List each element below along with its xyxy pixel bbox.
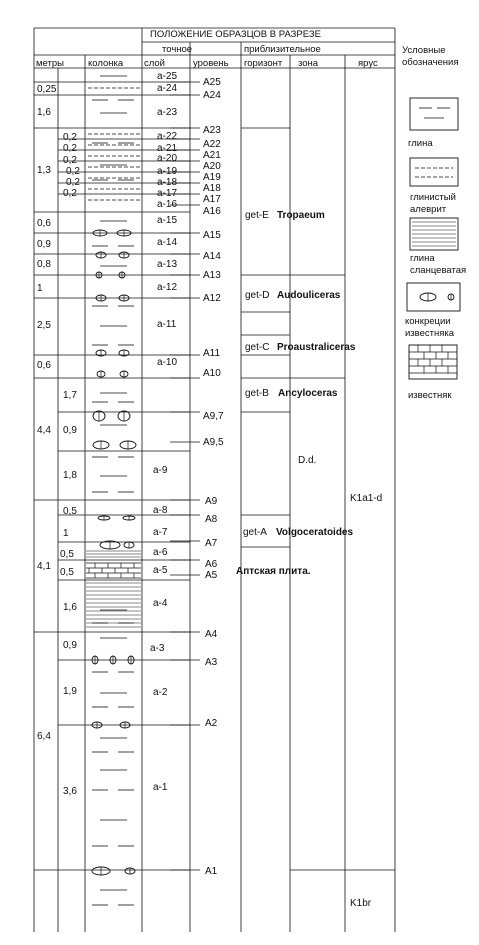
level-label: A6 xyxy=(205,559,218,570)
header-approx: приблизительное xyxy=(244,44,321,55)
thickness-inner: 1,8 xyxy=(63,470,77,481)
thickness-inner: 0,2 xyxy=(66,177,80,188)
horizon-code: get-D xyxy=(245,290,270,301)
level-label: A17 xyxy=(203,194,221,205)
layer-label: a-24 xyxy=(157,83,178,94)
thickness-inner: 0,2 xyxy=(63,143,77,154)
layer-label: a-1 xyxy=(153,782,168,793)
layer-label: a-21 xyxy=(157,143,178,154)
thickness-inner: 0,9 xyxy=(63,425,77,436)
thickness-outer: 4,4 xyxy=(37,425,51,436)
legend-title: Условные обозначения xyxy=(402,45,459,68)
thickness-outer: 2,5 xyxy=(37,320,51,331)
legend-swatch-limestone xyxy=(409,345,457,379)
horizon-code: get-E xyxy=(245,210,269,221)
layer-label: a-3 xyxy=(150,643,165,654)
level-label: A12 xyxy=(203,293,221,304)
stage-label: K1br xyxy=(350,898,372,909)
horizon-name: Ancyloceras xyxy=(278,388,338,399)
horizon-code: get-A xyxy=(243,527,267,538)
level-label: A21 xyxy=(203,150,221,161)
layer-label: a-16 xyxy=(157,199,178,210)
legend-label-silty-clay: глинистый алеврит xyxy=(410,192,456,215)
layer-label: a-10 xyxy=(157,357,178,368)
legend-swatch-clay xyxy=(410,98,458,130)
section-title: ПОЛОЖЕНИЕ ОБРАЗЦОВ В РАЗРЕЗЕ xyxy=(150,29,321,40)
thickness-inner: 1,7 xyxy=(63,390,77,401)
thickness-outer: 4,1 xyxy=(37,561,51,572)
thickness-inner: 1,6 xyxy=(63,602,77,613)
horizon-code: get-C xyxy=(245,342,270,353)
thickness-inner: 0,2 xyxy=(63,155,77,166)
thickness-inner: 1 xyxy=(63,528,69,539)
thickness-inner: 0,2 xyxy=(63,188,77,199)
thickness-outer: 0,8 xyxy=(37,259,51,270)
horizon-name: Audouliceras xyxy=(277,290,341,301)
layer-label: a-7 xyxy=(153,527,168,538)
level-label: A10 xyxy=(203,368,221,379)
level-label: A9,5 xyxy=(203,437,224,448)
col-header-layer: слой xyxy=(144,58,165,69)
level-label: A11 xyxy=(203,348,221,359)
layer-label: a-5 xyxy=(153,565,168,576)
layer-label: a-19 xyxy=(157,166,178,177)
layer-label: a-11 xyxy=(157,319,177,330)
thickness-inner: 0,2 xyxy=(66,166,80,177)
col-header-horizon: горизонт xyxy=(244,58,283,69)
thickness-outer: 0,6 xyxy=(37,360,51,371)
thickness-inner: 3,6 xyxy=(63,786,77,797)
level-label: A9,7 xyxy=(203,411,224,422)
horizon-code: get-B xyxy=(245,388,269,399)
layer-label: a-17 xyxy=(157,188,178,199)
legend-swatch-concretions xyxy=(407,283,460,311)
col-header-zone: зона xyxy=(298,58,319,69)
thickness-inner: 1,9 xyxy=(63,686,77,697)
col-header-meters: метры xyxy=(36,58,64,69)
thickness-outer: 0,25 xyxy=(37,84,57,95)
layer-label: a-23 xyxy=(157,107,178,118)
level-label: A20 xyxy=(203,161,221,172)
level-label: A7 xyxy=(205,538,218,549)
level-label: A4 xyxy=(205,629,218,640)
thickness-outer: 1,3 xyxy=(37,165,51,176)
layer-label: a-25 xyxy=(157,71,178,82)
legend-label-limestone: известняк xyxy=(408,390,452,401)
level-label: A9 xyxy=(205,496,218,507)
layer-label: a-20 xyxy=(157,153,178,164)
thickness-outer: 0,6 xyxy=(37,218,51,229)
level-label: A1 xyxy=(205,866,218,877)
layer-label: a-8 xyxy=(153,505,168,516)
legend-swatch-silty-clay xyxy=(410,158,458,186)
thickness-inner: 0,2 xyxy=(63,132,77,143)
horizon-name: Proaustraliceras xyxy=(277,342,356,353)
thickness-inner: 0,5 xyxy=(60,567,74,578)
level-label: A2 xyxy=(205,718,218,729)
level-label: A3 xyxy=(205,657,218,668)
thickness-outer: 1,6 xyxy=(37,107,51,118)
layer-label: a-2 xyxy=(153,687,168,698)
level-label: A14 xyxy=(203,251,221,262)
thickness-outer: 1 xyxy=(37,283,43,294)
thickness-inner: 0,9 xyxy=(63,640,77,651)
legend-label-clay: глина xyxy=(408,138,433,149)
layer-label: a-13 xyxy=(157,259,178,270)
thickness-outer: 6,4 xyxy=(37,731,51,742)
level-label: A13 xyxy=(203,270,221,281)
level-label: A24 xyxy=(203,90,221,101)
level-label: A16 xyxy=(203,206,221,217)
legend-label-concretions: конкреции известняка xyxy=(405,316,455,339)
horizon-name: Tropaeum xyxy=(277,210,325,221)
layer-label: a-22 xyxy=(157,131,178,142)
thickness-inner: 0,5 xyxy=(60,549,74,560)
layer-label: a-4 xyxy=(153,598,168,609)
horizon-name: Volgoceratoides xyxy=(276,527,354,538)
col-header-column: колонка xyxy=(88,58,124,69)
col-header-stage: ярус xyxy=(358,58,378,69)
layer-label: a-6 xyxy=(153,547,168,558)
col-header-level: уровень xyxy=(193,58,229,69)
layer-label: a-18 xyxy=(157,177,178,188)
layer-label: a-12 xyxy=(157,282,178,293)
header-exact: точное xyxy=(162,44,193,55)
level-label: A19 xyxy=(203,172,221,183)
level-label: A25 xyxy=(203,77,221,88)
aptian-plate-label: Аптская плита. xyxy=(236,566,311,577)
level-label: A23 xyxy=(203,125,221,136)
legend-label-shale-clay: глина сланцеватая xyxy=(410,253,467,276)
level-label: A15 xyxy=(203,230,221,241)
zone-label: D.d. xyxy=(298,455,317,466)
level-label: A18 xyxy=(203,183,221,194)
level-label: A5 xyxy=(205,570,218,581)
layer-label: a-9 xyxy=(153,465,168,476)
thickness-outer: 0,9 xyxy=(37,239,51,250)
level-label: A22 xyxy=(203,139,221,150)
stage-label: K1a1-d xyxy=(350,493,383,504)
level-label: A8 xyxy=(205,514,218,525)
layer-label: a-15 xyxy=(157,215,178,226)
thickness-inner: 0,5 xyxy=(63,506,77,517)
layer-label: a-14 xyxy=(157,237,178,248)
